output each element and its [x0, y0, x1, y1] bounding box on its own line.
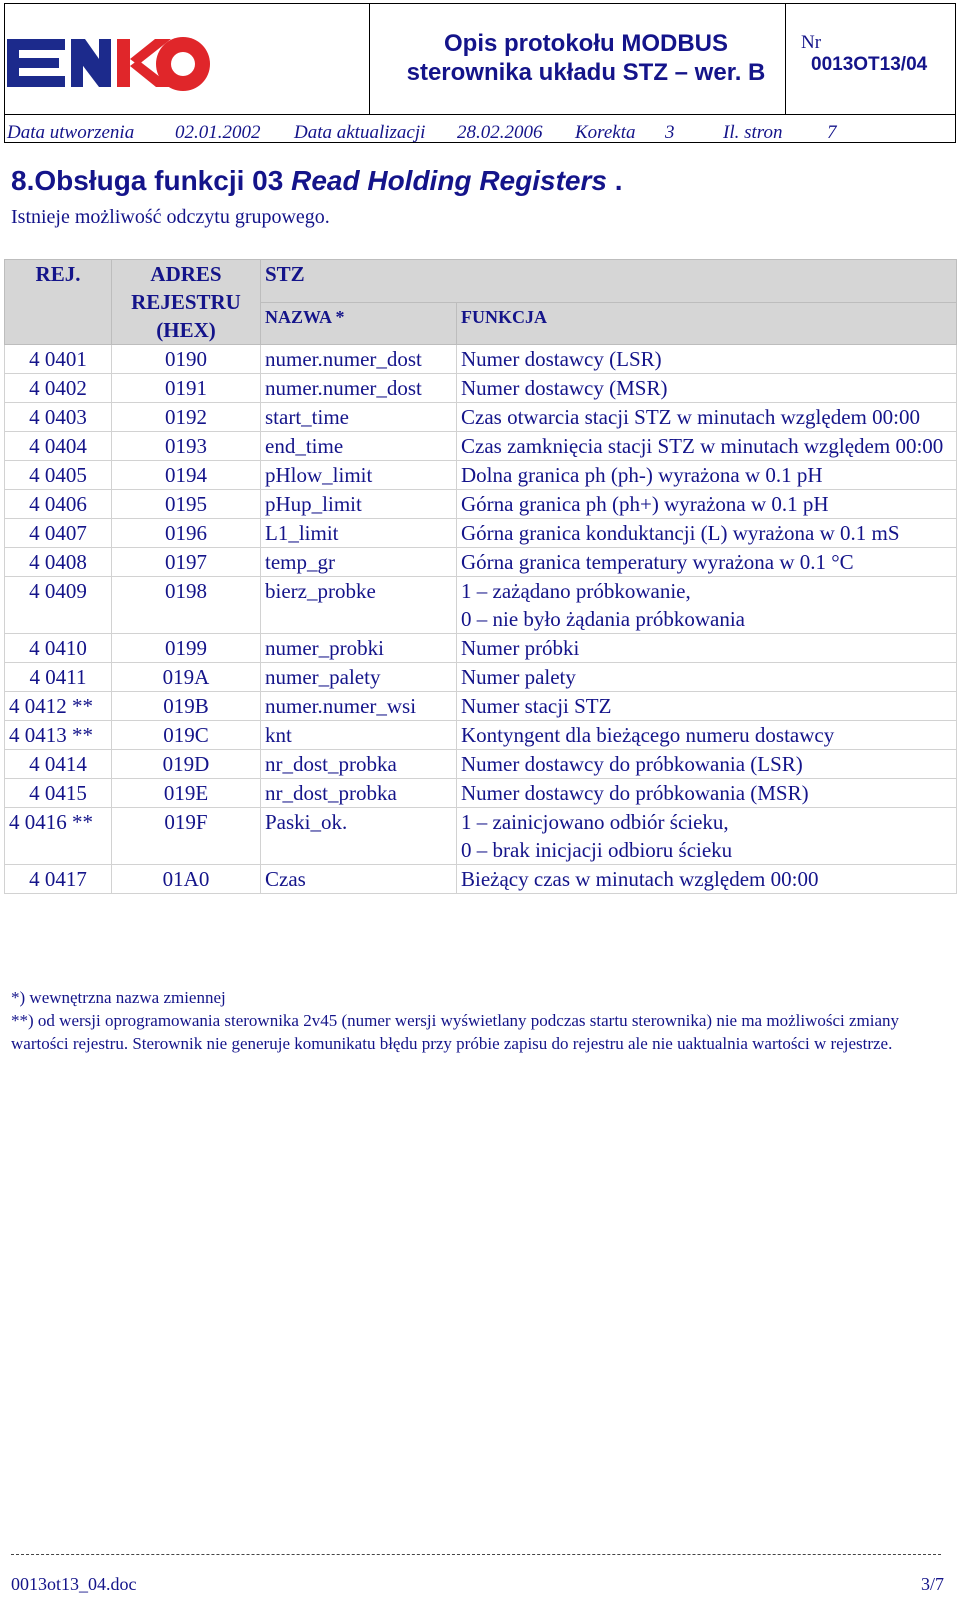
cell-rej: 4 0402 — [5, 374, 112, 403]
cell-rej: 4 0410 — [5, 634, 112, 663]
cell-funkcja: Górna granica konduktancji (L) wyrażona w 0.1 mS — [457, 519, 957, 548]
cell-funkcja — [457, 808, 957, 865]
cell-funkcja: Górna granica ph (ph+) wyrażona w 0.1 pH — [457, 490, 957, 519]
registers-table — [4, 259, 957, 894]
updated-value: 28.02.2006 — [457, 122, 543, 143]
cell-nazwa: numer.numer_wsi — [261, 692, 457, 721]
table-row — [5, 374, 957, 403]
cell-adres: 019E — [112, 779, 261, 808]
cell-rej: 4 0405 — [5, 461, 112, 490]
nr-label: Nr — [801, 32, 822, 53]
cell-rej: 4 0407 — [5, 519, 112, 548]
cell-nazwa: end_time — [261, 432, 457, 461]
cell-nazwa: numer_probki — [261, 634, 457, 663]
cell-adres: 019D — [112, 750, 261, 779]
cell-funkcja: Numer stacji STZ — [457, 692, 957, 721]
funkcja-line: 0 – nie było żądania próbkowania — [461, 607, 745, 631]
document-title: Opis protokołu MODBUS — [444, 30, 728, 57]
cell-nazwa: numer_palety — [261, 663, 457, 692]
table-row — [5, 808, 957, 865]
cell-adres: 0196 — [112, 519, 261, 548]
cell-adres: 01A0 — [112, 865, 261, 894]
cell-nazwa: numer.numer_dost — [261, 345, 457, 374]
cell-funkcja: Bieżący czas w minutach względem 00:00 — [457, 865, 957, 894]
header-nazwa: NAZWA * — [261, 302, 457, 345]
table-row — [5, 634, 957, 663]
created-value: 02.01.2002 — [175, 122, 261, 143]
cell-rej: 4 0408 — [5, 548, 112, 577]
table-row — [5, 519, 957, 548]
cell-funkcja: Kontyngent dla bieżącego numeru dostawcy — [457, 721, 957, 750]
funkcja-line: 1 – zażądano próbkowanie, — [461, 579, 691, 603]
footer-page-number: 3/7 — [920, 1574, 944, 1594]
header-funkcja: FUNKCJA — [457, 302, 957, 345]
cell-rej: 4 0409 — [5, 577, 112, 634]
cell-adres: 0194 — [112, 461, 261, 490]
cell-adres: 0199 — [112, 634, 261, 663]
table-row — [5, 779, 957, 808]
document-header — [4, 3, 956, 143]
nr-value: 0013OT13/04 — [811, 54, 928, 75]
cell-nazwa: start_time — [261, 403, 457, 432]
cell-nazwa: nr_dost_probka — [261, 750, 457, 779]
cell-rej: 4 0406 — [5, 490, 112, 519]
pages-label: Il. stron — [723, 122, 783, 143]
funkcja-line: 1 – zainicjowano odbiór ścieku, — [461, 810, 729, 834]
header-adres: ADRES REJESTRU (HEX) — [112, 260, 261, 345]
cell-nazwa: knt — [261, 721, 457, 750]
header-rej: REJ. — [5, 260, 112, 345]
cell-rej: 4 0403 — [5, 403, 112, 432]
cell-funkcja: Numer dostawcy do próbkowania (LSR) — [457, 750, 957, 779]
logo-graphic — [7, 37, 210, 91]
cell-nazwa: nr_dost_probka — [261, 779, 457, 808]
funkcja-line: 0 – brak inicjacji odbioru ścieku — [461, 838, 733, 862]
table-row — [5, 750, 957, 779]
updated-label: Data aktualizacji — [294, 122, 426, 143]
cell-funkcja: Numer palety — [457, 663, 957, 692]
cell-adres: 0191 — [112, 374, 261, 403]
cell-funkcja: Numer dostawcy (LSR) — [457, 345, 957, 374]
correction-value: 3 — [665, 122, 675, 143]
cell-adres: 0192 — [112, 403, 261, 432]
header-divider — [5, 114, 955, 115]
cell-adres: 019B — [112, 692, 261, 721]
heading-suffix: . — [606, 165, 623, 196]
cell-rej: 4 0415 — [5, 779, 112, 808]
table-row — [5, 403, 957, 432]
cell-funkcja: Dolna granica ph (ph-) wyrażona w 0.1 pH — [457, 461, 957, 490]
cell-rej: 4 0411 — [5, 663, 112, 692]
cell-nazwa: L1_limit — [261, 519, 457, 548]
footnotes — [11, 986, 941, 1055]
cell-rej: 4 0417 — [5, 865, 112, 894]
table-row — [5, 721, 957, 750]
footer-filename: 0013ot13_04.doc — [11, 1574, 137, 1594]
table-row — [5, 577, 957, 634]
cell-adres: 0190 — [112, 345, 261, 374]
cell-funkcja: Czas zamknięcia stacji STZ w minutach względem 00:00 — [457, 432, 957, 461]
cell-rej: 4 0404 — [5, 432, 112, 461]
cell-funkcja: Numer dostawcy (MSR) — [457, 374, 957, 403]
document-subtitle: sterownika układu STZ – wer. B — [406, 59, 766, 86]
enko-logo — [5, 4, 373, 114]
heading-prefix: 8.Obsługa funkcji 03 — [11, 165, 292, 196]
cell-nazwa: numer.numer_dost — [261, 374, 457, 403]
cell-rej: 4 0414 — [5, 750, 112, 779]
table-row — [5, 865, 957, 894]
created-label: Data utworzenia — [7, 122, 135, 143]
correction-label: Korekta — [575, 122, 636, 143]
footnote-internal-name: *) wewnętrzna nazwa zmiennej — [11, 988, 226, 1007]
table-row — [5, 548, 957, 577]
cell-adres: 019A — [112, 663, 261, 692]
cell-rej: 4 0413 ** — [5, 721, 112, 750]
cell-adres: 0197 — [112, 548, 261, 577]
table-row — [5, 432, 957, 461]
cell-rej: 4 0412 ** — [5, 692, 112, 721]
cell-funkcja: Numer próbki — [457, 634, 957, 663]
cell-adres: 0193 — [112, 432, 261, 461]
cell-adres: 019F — [112, 808, 261, 865]
cell-nazwa: pHup_limit — [261, 490, 457, 519]
cell-adres: 019C — [112, 721, 261, 750]
cell-funkcja: Górna granica temperatury wyrażona w 0.1 °C — [457, 548, 957, 577]
table-row — [5, 345, 957, 374]
cell-nazwa: temp_gr — [261, 548, 457, 577]
table-row — [5, 490, 957, 519]
cell-adres: 0198 — [112, 577, 261, 634]
cell-nazwa: Czas — [261, 865, 457, 894]
cell-nazwa: pHlow_limit — [261, 461, 457, 490]
footnote-firmware: **) od wersji oprogramowania sterownika 2v45 (numer wersji wyświetlany podczas startu sterownika) nie ma możliwości zmiany wartości rejestru. Sterownik nie generuje komunikatu błędu przy próbie zapisu do rejestru ale nie uaktualnia wartości w rejestrze. — [11, 1011, 900, 1053]
pages-value: 7 — [827, 122, 837, 143]
table-row — [5, 692, 957, 721]
cell-funkcja — [457, 577, 957, 634]
section-heading — [11, 165, 623, 197]
cell-nazwa: Paski_ok. — [261, 808, 457, 865]
table-row — [5, 663, 957, 692]
footer-divider — [11, 1554, 941, 1555]
cell-rej: 4 0401 — [5, 345, 112, 374]
cell-funkcja: Numer dostawcy do próbkowania (MSR) — [457, 779, 957, 808]
cell-adres: 0195 — [112, 490, 261, 519]
cell-funkcja: Czas otwarcia stacji STZ w minutach względem 00:00 — [457, 403, 957, 432]
heading-function-name: Read Holding Registers — [291, 165, 607, 196]
cell-rej: 4 0416 ** — [5, 808, 112, 865]
intro-text: Istnieje możliwość odczytu grupowego. — [11, 206, 330, 228]
header-stz: STZ — [261, 260, 957, 303]
table-row — [5, 461, 957, 490]
cell-nazwa: bierz_probke — [261, 577, 457, 634]
